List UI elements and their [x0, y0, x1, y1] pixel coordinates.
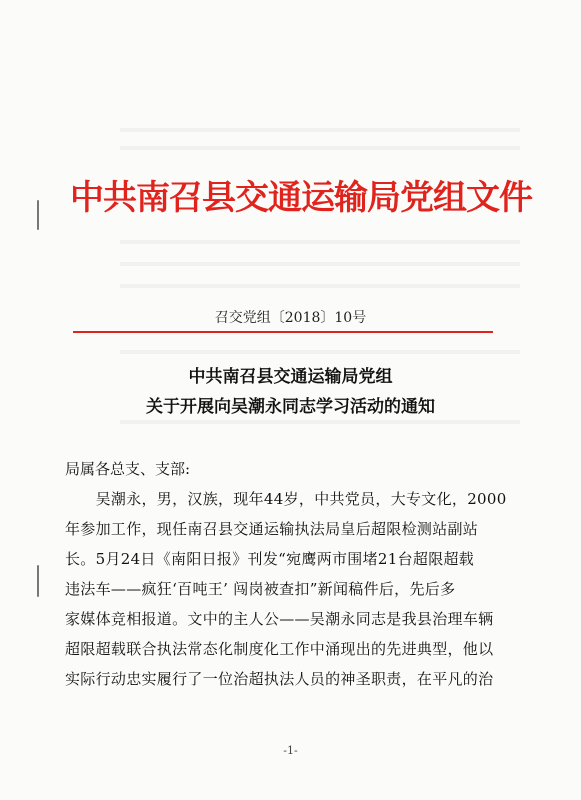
document-number: 召交党组〔2018〕10号: [214, 310, 367, 326]
bleed-through: [120, 350, 520, 354]
bleed-through: [120, 146, 520, 150]
body-line: 年参加工作，现任南召县交通运输执法局皇后超限检测站副站: [65, 520, 479, 538]
notice-subject-line2: 关于开展向吴潮永同志学习活动的通知: [146, 397, 435, 417]
body-line: 违法车——疯狂‘百吨王’ 闯岗被查扣”新闻稿件后，先后多: [65, 580, 456, 598]
bleed-through: [120, 420, 520, 424]
body-line: 吴潮永，男，汉族，现年44岁，中共党员，大专文化，2000: [65, 490, 507, 508]
bleed-through: [120, 128, 520, 132]
body-line: 长。5月24日《南阳日报》刊发“宛鹰两市围堵21台超限超载: [65, 550, 475, 568]
bleed-through: [120, 262, 520, 266]
salutation: 局属各总支、支部:: [65, 460, 191, 478]
document-header-title: 中共南召县交通运输局党组文件: [70, 178, 532, 218]
red-divider: [73, 331, 493, 333]
bleed-through: [120, 284, 520, 288]
page-number: -1-: [283, 744, 298, 757]
binding-mark: [37, 565, 39, 597]
binding-mark: [37, 200, 39, 230]
body-line: 家媒体竞相报道。文中的主人公——吴潮永同志是我县治理车辆: [65, 610, 494, 628]
notice-subject-line1: 中共南召县交通运输局党组: [188, 367, 393, 387]
body-line: 超限超载联合执法常态化制度化工作中涌现出的先进典型，他以: [65, 640, 494, 658]
body-line: 实际行动忠实履行了一位治超执法人员的神圣职责，在平凡的治: [65, 670, 494, 688]
bleed-through: [120, 240, 520, 244]
